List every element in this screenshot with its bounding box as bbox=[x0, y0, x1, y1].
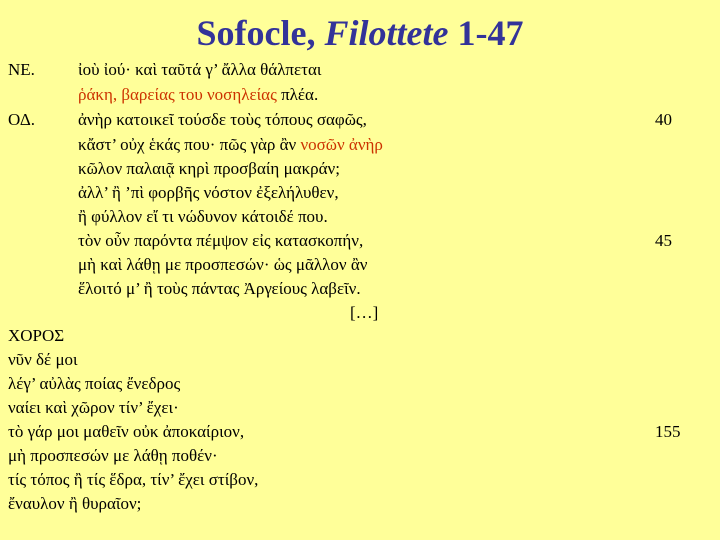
speaker-ne: ΝΕ. bbox=[8, 60, 35, 79]
verse-text: πλέα. bbox=[276, 85, 319, 104]
verse-line: τὸν οὖν παρόντα πέμψον εἰς κατασκοπήν, bbox=[78, 231, 364, 250]
line-number-40: 40 bbox=[655, 110, 672, 129]
chorus-line: ναίει καὶ χῶρον τίν’ ἔχει· bbox=[8, 398, 179, 417]
title-range: 1-47 bbox=[448, 13, 524, 53]
verse-line bbox=[78, 85, 318, 105]
chorus-line: μὴ προσπεσών με λάθῃ ποθέν· bbox=[8, 446, 218, 465]
verse-line: μὴ καὶ λάθῃ με προσπεσών· ὡς μᾶλλον ἂν bbox=[78, 255, 368, 274]
highlighted-text: νοσῶν ἀνὴρ bbox=[300, 135, 383, 154]
verse-line: κῶλον παλαιᾷ κηρὶ προσβαίη μακράν; bbox=[78, 159, 340, 178]
chorus-line: τίς τόπος ἢ τίς ἕδρα, τίν’ ἔχει στίβον, bbox=[8, 470, 259, 489]
speaker-od: ΟΔ. bbox=[8, 110, 36, 129]
verse-line: ἢ φύλλον εἴ τι νώδυνον κάτοιδέ που. bbox=[78, 207, 328, 226]
chorus-line: τὸ γάρ μοι μαθεῖν οὐκ ἀποκαίριον, bbox=[8, 422, 245, 441]
line-number-45: 45 bbox=[655, 231, 672, 250]
page-title bbox=[0, 12, 720, 54]
chorus-heading: ΧΟΡΟΣ bbox=[8, 326, 65, 345]
verse-line: ἰοὺ ἰού· καὶ ταῦτά γ’ ἄλλα θάλπεται bbox=[78, 60, 322, 79]
ellipsis: […] bbox=[350, 303, 379, 322]
title-author: Sofocle, bbox=[196, 13, 325, 53]
chorus-line: ἔναυλον ἢ θυραῖον; bbox=[8, 494, 142, 513]
chorus-line: λέγ’ αὐλὰς ποίας ἔνεδρος bbox=[8, 374, 181, 393]
highlighted-text: ῥάκη, βαρείας του νοσηλείας bbox=[78, 85, 277, 104]
verse-line: ἀνὴρ κατοικεῖ τούσδε τοὺς τόπους σαφῶς, bbox=[78, 110, 367, 129]
verse-text: κἄστ’ οὐχ ἑκάς που· πῶς γὰρ ἂν bbox=[78, 135, 301, 154]
verse-line: ἕλοιτό μ’ ἢ τοὺς πάντας Ἀργείους λαβεῖν. bbox=[78, 279, 361, 298]
title-work: Filottete bbox=[324, 13, 449, 53]
line-number-155: 155 bbox=[655, 422, 681, 441]
verse-line bbox=[78, 135, 383, 155]
verse-line: ἀλλ’ ἢ ’πὶ φορβῆς νόστον ἐξελήλυθεν, bbox=[78, 183, 339, 202]
chorus-line: νῦν δέ μοι bbox=[8, 350, 78, 369]
